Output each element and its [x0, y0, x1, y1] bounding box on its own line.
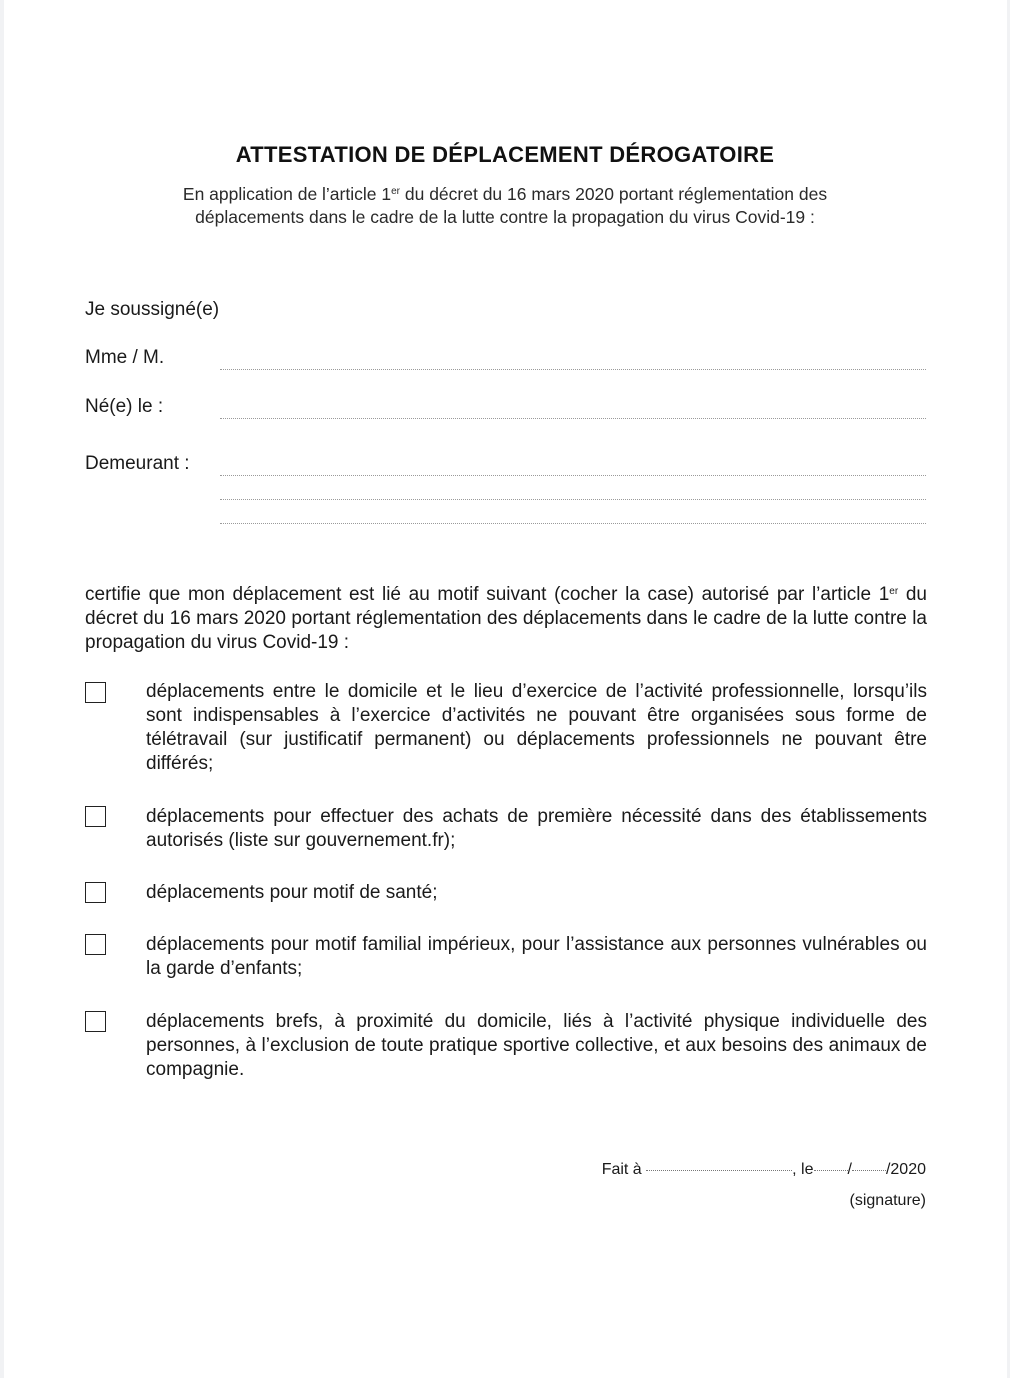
reason-text-work: déplacements entre le domicile et le lieu d’exercice de l’activité professionnelle, lorsqu’ils sont indispensables à l’exercice d’activités ne pouvant être organisées sous forme de télétravail (sur justificatif permanent) ou déplacements professionnels ne pouvant être différés;: [146, 681, 927, 774]
certification-paragraph: [85, 583, 927, 655]
address-field-line-1[interactable]: [220, 475, 926, 476]
date-separator: /: [847, 1161, 852, 1178]
year-label: /2020: [885, 1161, 926, 1178]
name-field[interactable]: [220, 369, 926, 370]
month-field[interactable]: [852, 1170, 886, 1171]
document-subtitle: [100, 183, 910, 229]
reason-text-health: déplacements pour motif de santé;: [146, 882, 438, 903]
certification-text: du décret du 16 mars 2020 portant réglementation des déplacements dans le cadre de la lutte contre la propagation du virus Covid-19 :: [85, 584, 927, 653]
address-label: Demeurant :: [85, 453, 190, 474]
place-date-line: [602, 1161, 926, 1179]
address-field-line-3[interactable]: [220, 523, 926, 524]
reason-checkbox-health[interactable]: [85, 882, 106, 903]
name-label: Mme / M.: [85, 347, 165, 368]
reason-checkbox-shopping[interactable]: [85, 806, 106, 827]
subtitle-text: du décret du 16 mars 2020 portant réglementation des: [400, 184, 828, 204]
superscript: er: [391, 186, 400, 197]
subtitle-text: déplacements dans le cadre de la lutte contre la propagation du virus Covid-19 :: [195, 207, 815, 227]
birthdate-label: Né(e) le :: [85, 396, 164, 417]
reason-text-exercise: déplacements brefs, à proximité du domicile, liés à l’activité physique individuelle des personnes, à l’exclusion de toute pratique sportive collective, et aux besoins des animaux de compagnie.: [146, 1011, 927, 1080]
reason-checkbox-family[interactable]: [85, 934, 106, 955]
reason-text-shopping: déplacements pour effectuer des achats de première nécessité dans des établissements autorisés (liste sur gouvernement.fr);: [146, 806, 927, 851]
document-title: ATTESTATION DE DÉPLACEMENT DÉROGATOIRE: [235, 142, 775, 167]
subtitle-text: En application de l’article 1: [182, 184, 392, 204]
superscript: er: [889, 586, 899, 597]
le-label: , le: [792, 1161, 814, 1178]
certification-text: certifie que mon déplacement est lié au motif suivant (cocher la case) autorisé par l’article 1: [85, 584, 890, 605]
reason-checkbox-exercise[interactable]: [85, 1011, 106, 1032]
address-field-line-2[interactable]: [220, 499, 926, 500]
fait-label: Fait à: [601, 1161, 642, 1178]
reason-text-family: déplacements pour motif familial impérieux, pour l’assistance aux personnes vulnérables ou la garde d’enfants;: [146, 934, 927, 979]
signature-label: (signature): [849, 1192, 926, 1209]
reason-checkbox-work[interactable]: [85, 682, 106, 703]
intro-label: Je soussigné(e): [85, 299, 220, 320]
place-field[interactable]: [646, 1170, 792, 1171]
day-field[interactable]: [814, 1170, 848, 1171]
birthdate-field[interactable]: [220, 418, 926, 419]
